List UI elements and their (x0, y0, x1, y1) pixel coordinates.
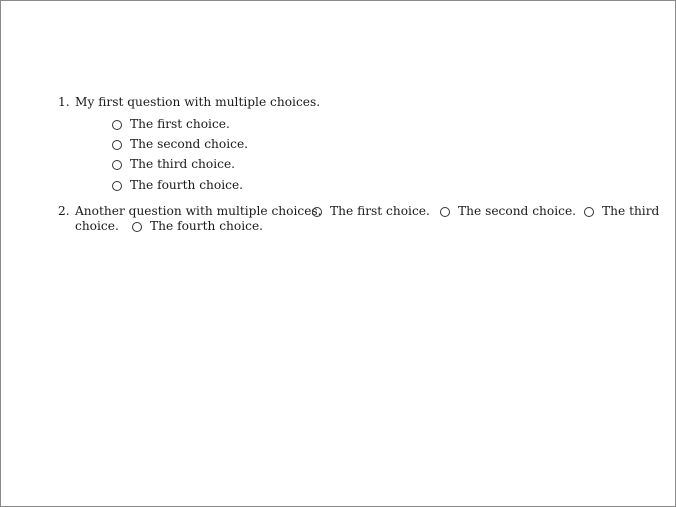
radio-circle-icon[interactable] (312, 207, 322, 217)
choice-label: The third (602, 204, 660, 218)
radio-circle-icon[interactable] (112, 140, 122, 150)
choice-label: The third choice. (130, 157, 236, 171)
radio-circle-icon[interactable] (112, 120, 122, 130)
radio-circle-icon[interactable] (584, 207, 594, 217)
question-2-choice-3-continued: choice. (75, 219, 119, 233)
choice-label: The second choice. (130, 137, 249, 151)
radio-circle-icon[interactable] (112, 181, 122, 191)
radio-circle-icon[interactable] (132, 222, 142, 232)
question-2-choice-4[interactable] (132, 219, 263, 234)
choice-label: The second choice. (458, 204, 577, 218)
question-2-choice-1[interactable] (312, 204, 430, 219)
choice-label: The first choice. (330, 204, 430, 218)
choice-label: The first choice. (130, 117, 230, 131)
question-1-choice-3[interactable] (112, 157, 235, 172)
question-1-text: My first question with multiple choices. (75, 95, 321, 109)
question-1-number: 1. (58, 95, 70, 109)
radio-circle-icon[interactable] (440, 207, 450, 217)
choice-label: The fourth choice. (150, 219, 264, 233)
choice-label: The fourth choice. (130, 178, 244, 192)
question-1-choice-1[interactable] (112, 117, 230, 132)
question-1-choice-4[interactable] (112, 178, 243, 193)
question-2-choice-2[interactable] (440, 204, 576, 219)
question-2-number: 2. (58, 204, 70, 218)
question-2-choice-3[interactable] (584, 204, 659, 219)
radio-circle-icon[interactable] (112, 160, 122, 170)
question-2-text: Another question with multiple choices. (75, 204, 322, 218)
question-1-choice-2[interactable] (112, 137, 248, 152)
